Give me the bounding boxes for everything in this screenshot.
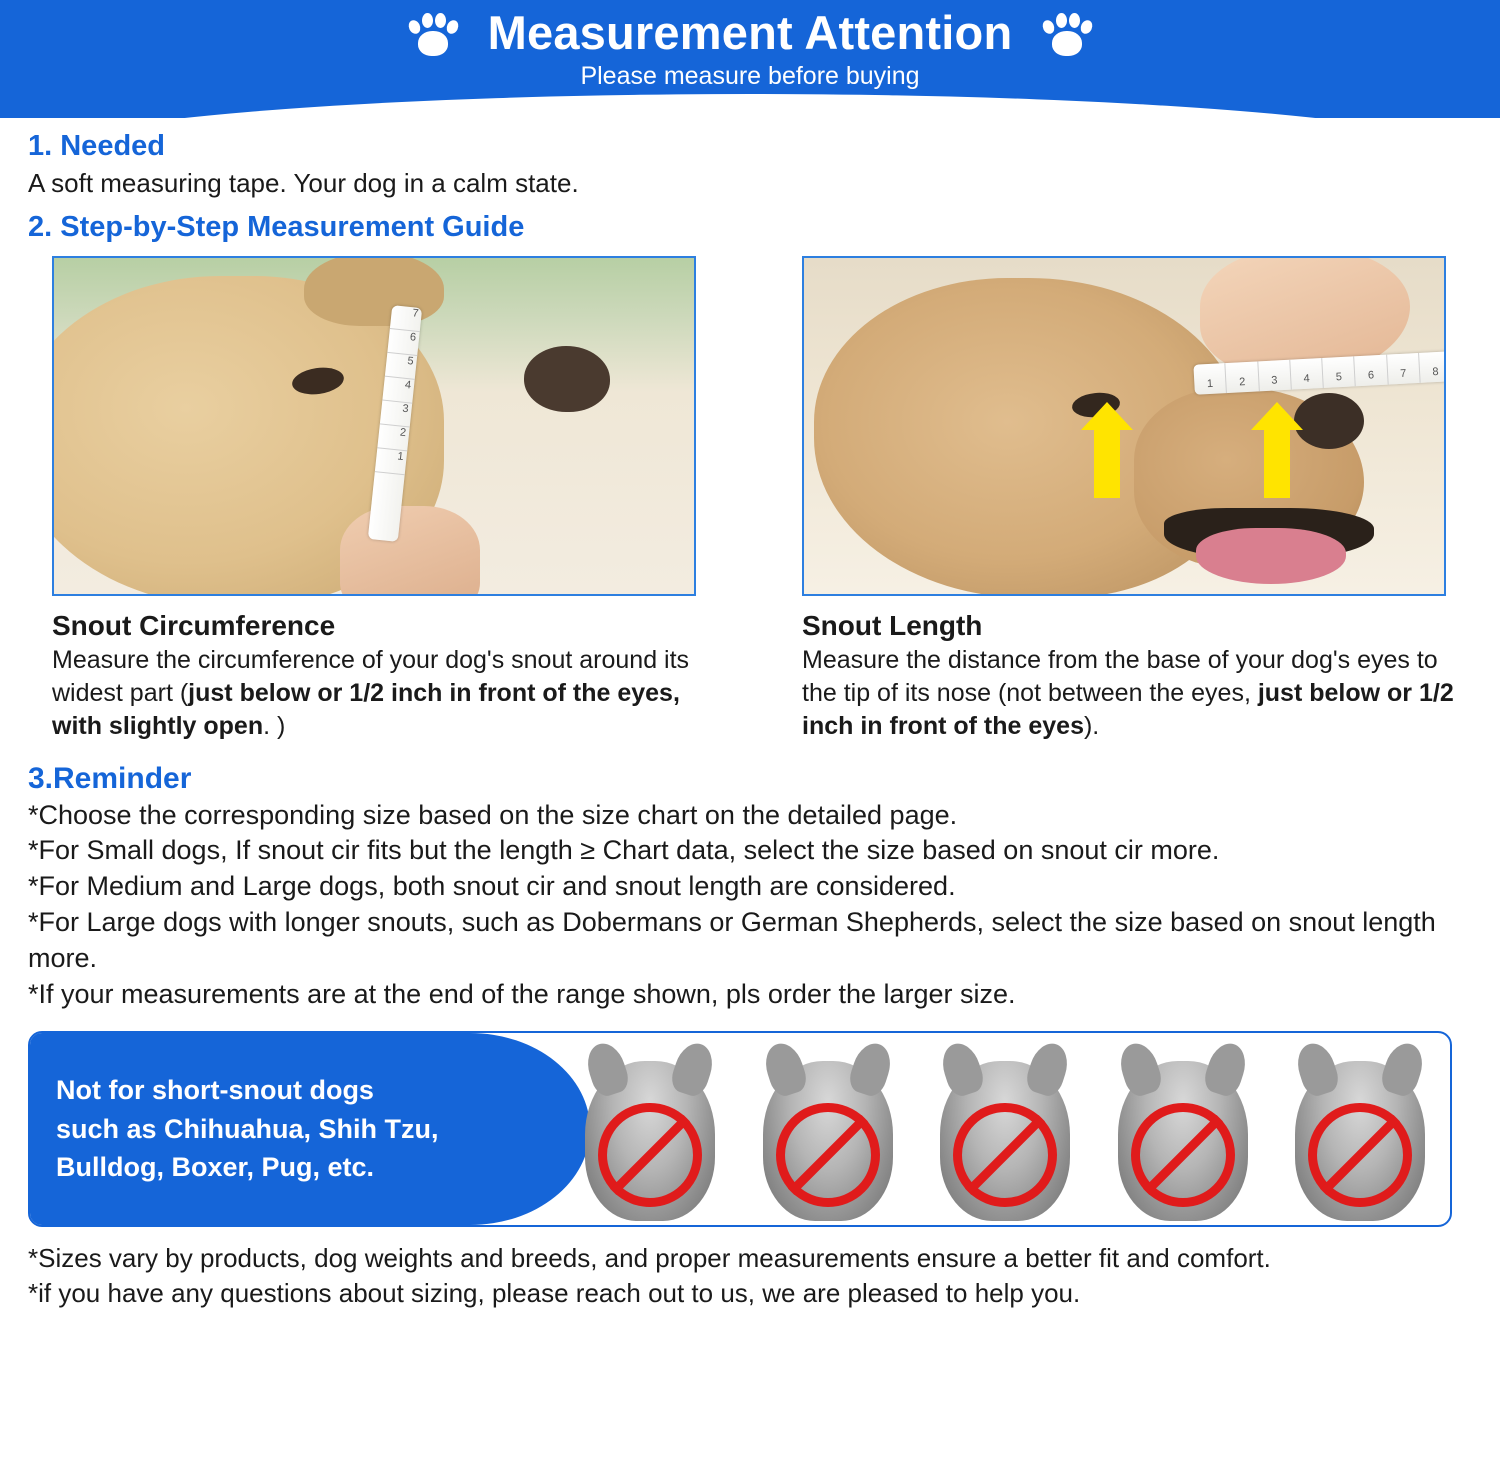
warning-line-1: Not for short-snout dogs [56,1075,374,1106]
arrow-up-icon [1264,428,1290,498]
step-description [52,644,718,744]
warning-banner [28,1031,1452,1227]
reminder-item: *If your measurements are at the end of the range shown, pls order the larger size. [28,979,1016,1010]
no-entry-icon [598,1103,702,1207]
warning-text [30,1071,439,1186]
reminder-item: *For Small dogs, If snout cir fits but the length ≥ Chart data, select the size based on snout cir more. [28,835,1220,866]
prohibited-breed-bulldog [925,1045,1085,1221]
no-entry-icon [776,1103,880,1207]
prohibited-breed-chihuahua [570,1045,730,1221]
reminder-list [28,798,1472,1013]
step-snout-length [778,256,1472,744]
header-title-row [0,6,1500,60]
section-heading-needed: 1. Needed [28,130,165,162]
step-desc-bold: just below or 1/2 inch in front of the eyes, with slightly open [52,679,680,741]
no-entry-icon [953,1103,1057,1207]
footnote-item: *Sizes vary by products, dog weights and breeds, and proper measurements ensure a better fit and comfort. [28,1242,1271,1273]
step-title: Snout Circumference [52,609,336,641]
warning-line-3: Bulldog, Boxer, Pug, etc. [56,1152,375,1183]
no-entry-icon [1131,1103,1235,1207]
reminder-item: *For Large dogs with longer snouts, such as Dobermans or German Shepherds, select the size based on snout length more. [28,907,1436,974]
prohibited-breed-shih-tzu [748,1045,908,1221]
header-banner [0,0,1500,118]
section-heading-reminder: 3.Reminder [28,761,192,795]
measuring-tape-icon: 7 6 5 4 3 2 1 [368,305,422,542]
reminder-item: *For Medium and Large dogs, both snout cir and snout length are considered. [28,871,956,902]
step-desc-part2: ). [1083,712,1100,741]
header-content [0,0,1500,91]
paw-icon [404,7,462,59]
document-body [0,130,1500,1311]
footnote-item: *if you have any questions about sizing, please reach out to us, we are pleased to help you. [28,1278,1081,1309]
no-entry-icon [1308,1103,1412,1207]
step-desc-bold: just below or 1/2 inch in front of the eyes [802,679,1454,741]
prohibited-breed-pug [1280,1045,1440,1221]
snout-length-photo [802,256,1446,596]
page-title: Measurement Attention [487,6,1013,59]
step-title: Snout Length [802,609,983,641]
section-text-needed: A soft measuring tape. Your dog in a calm state. [28,168,579,198]
measuring-tape-icon: 1 2 3 4 5 6 7 8 [1193,351,1446,394]
steps-row [28,256,1472,744]
snout-circumference-photo [52,256,696,596]
warning-blue-panel [30,1033,590,1225]
warning-line-2: such as Chihuahua, Shih Tzu, [56,1113,439,1144]
step-description [802,644,1468,744]
prohibited-breeds-row [570,1041,1440,1221]
step-snout-circumference [28,256,722,744]
step-desc-part2: . ) [263,712,286,741]
paw-icon [1038,7,1096,59]
step-desc-part1: Measure the distance from the base of your dog's eyes to the tip of its nose (not between the eyes, [802,645,1438,708]
reminder-item: *Choose the corresponding size based on the size chart on the detailed page. [28,799,958,830]
section-heading-guide: 2. Step-by-Step Measurement Guide [28,210,525,243]
header-curve-decoration [0,94,1500,118]
page-subtitle: Please measure before buying [580,62,920,91]
arrow-up-icon [1094,428,1120,498]
footnotes [28,1241,1472,1311]
step-desc-part1: Measure the circumference of your dog's snout around its widest part ( [52,645,690,708]
prohibited-breed-shar-pei [1103,1045,1263,1221]
